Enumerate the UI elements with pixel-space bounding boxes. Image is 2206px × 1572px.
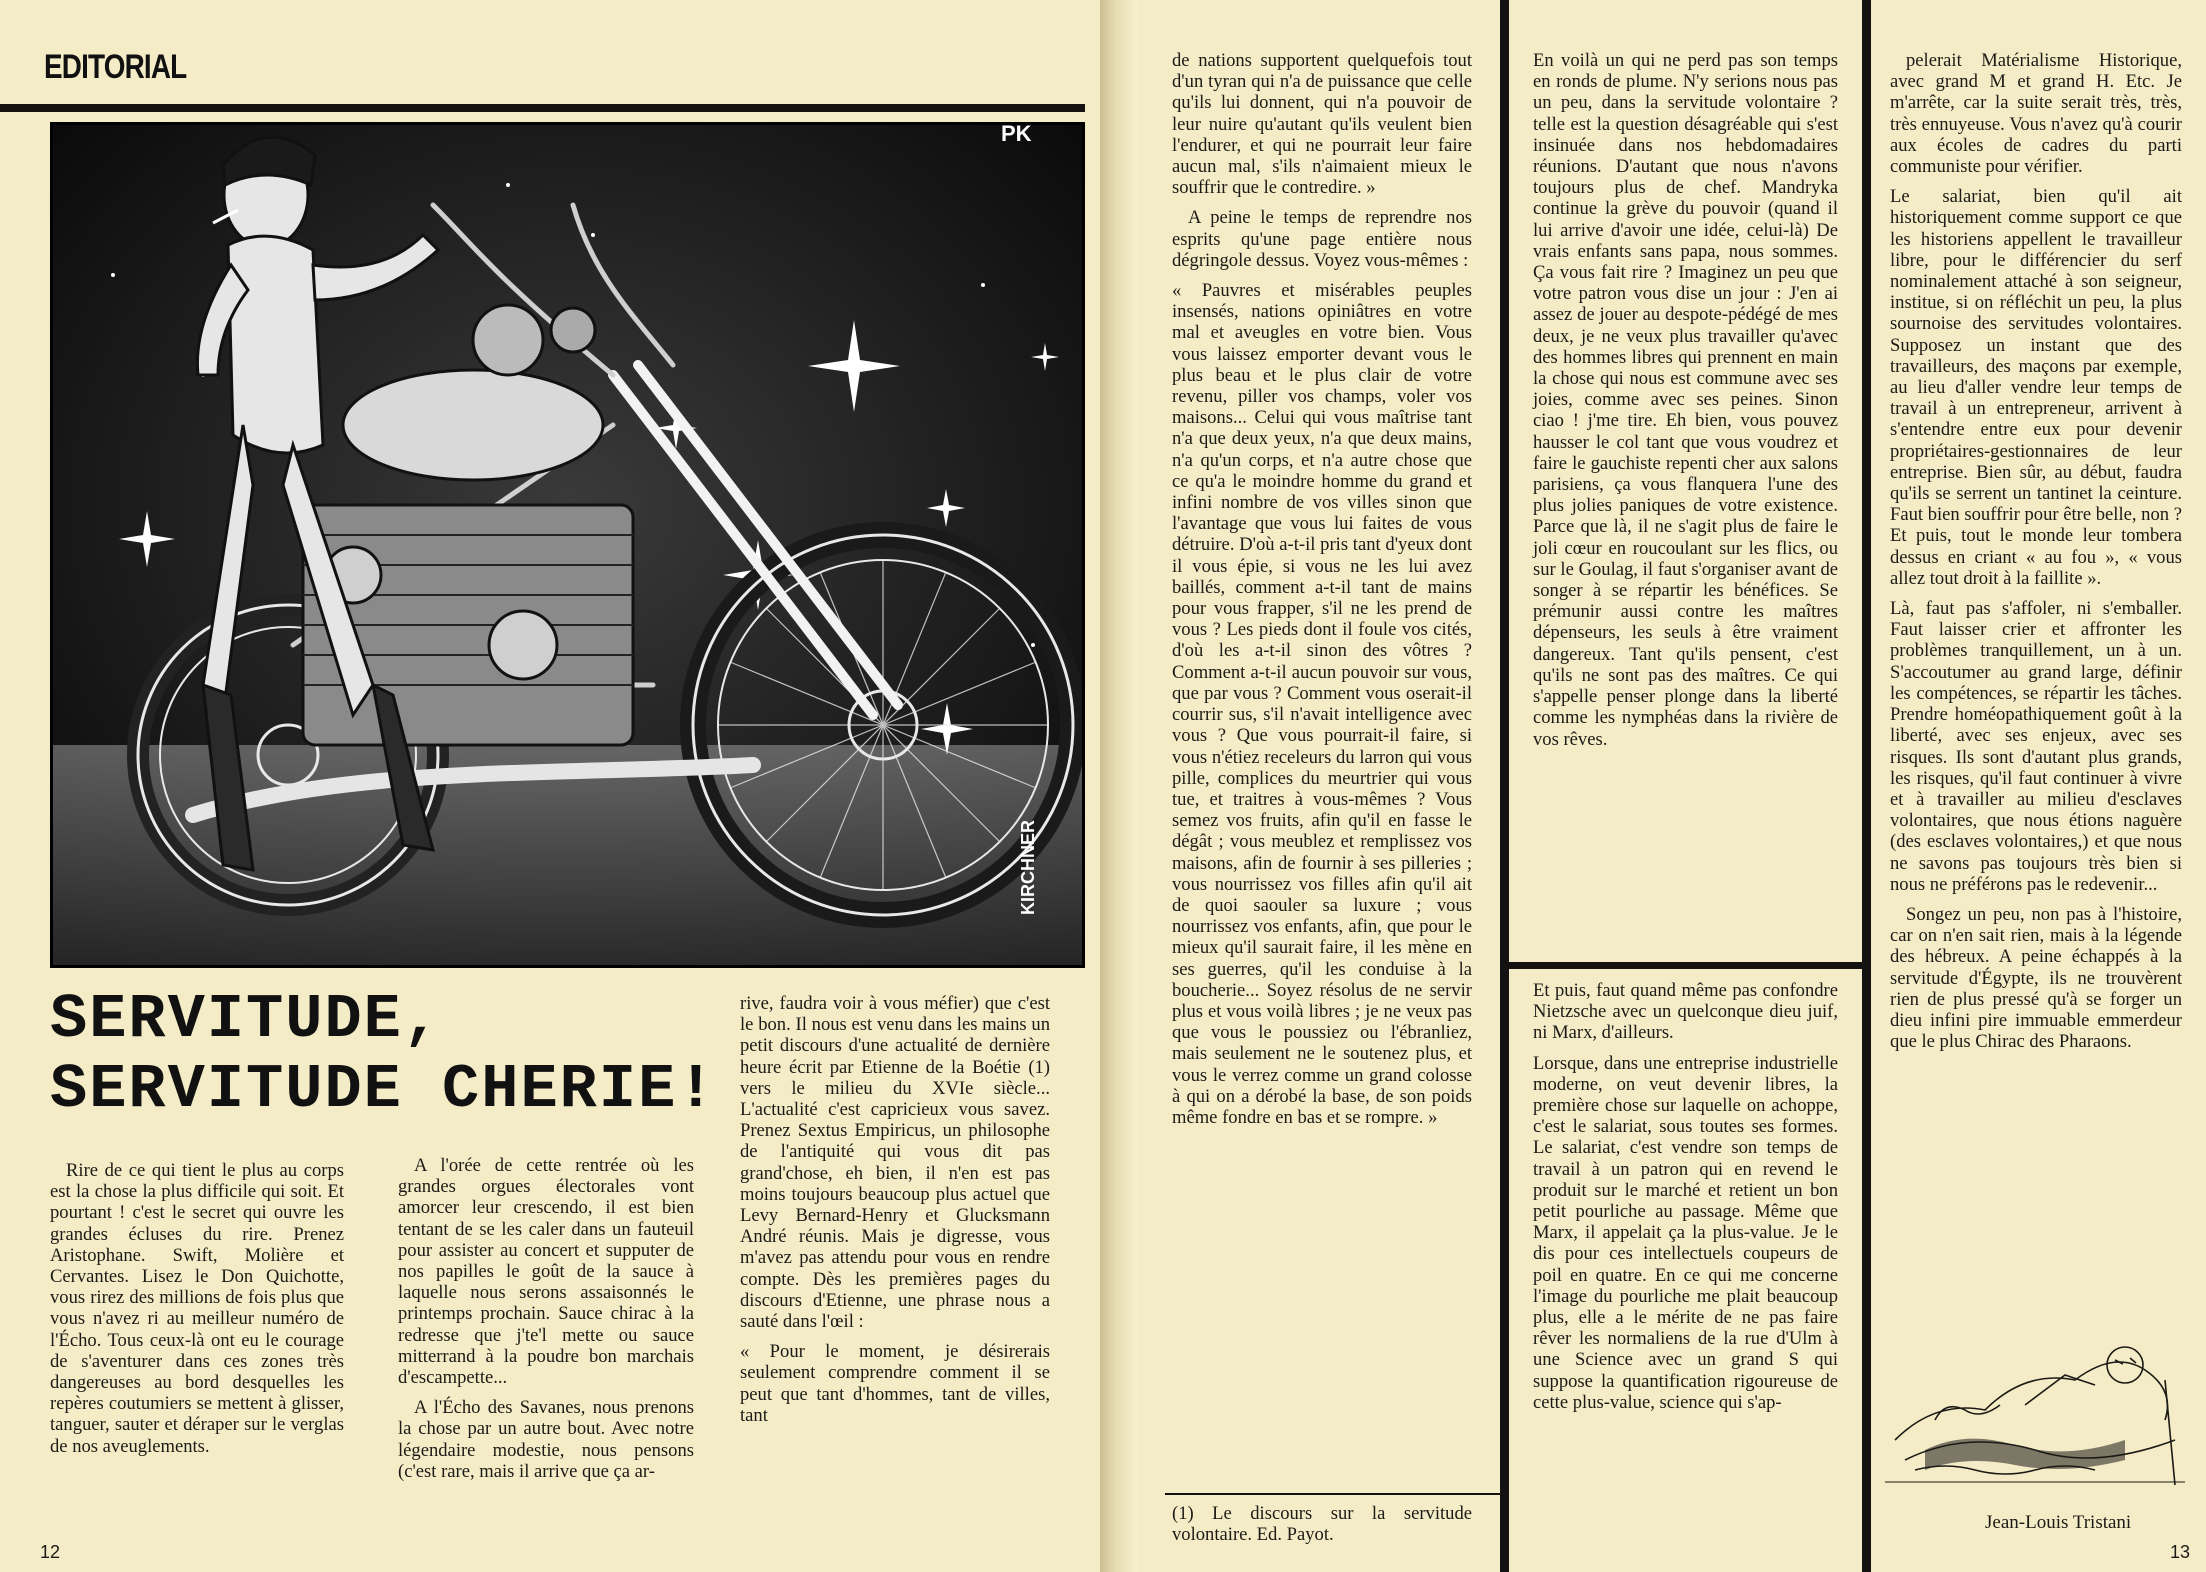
column-rule bbox=[1862, 0, 1871, 1572]
signature-kirchner: KIRCHNER bbox=[1018, 819, 1038, 915]
paragraph: « Pauvres et misérables peuples insensés, nations opiniâtres en votre mal et aveugles en votre bien. Vous vous laissez emporter devant vous le plus beau et le plus clair de votre revenu, piller vos champs, voler vos maisons... Celui qui vous maîtrise tant n'a que deux yeux, n'a que deux mains, n'a qu'un corps, et n'a autre chose que ce qu'a le moindre homme du grand et infini nombre de vos villes sinon que l'avantage que vous lui faites de vous détruire. D'où a-t-il pris tant d'yeux dont il vous épie, si vous ne les lui avez baillés, comment a-t-il tant de mains pour vous frapper, s'il ne les prend de vous ? Les pieds dont il foule vos cités, d'où les a-t-il sinon des vôtres ? Comment a-t-il aucun pouvoir sur vous, que par vous ? Comment vous oserait-il courrir sus, s'il n'avait intelligence avec vous ? Que vous pourrait-il faire, si vous n'étiez receleurs du larron qui vous pille, complices du meurtrier qui vous tue, et traitres à vous-mêmes ? Vous semez vos fruits, afin qu'il en fasse le dégât ; vous meublez et remplissez vos maisons, afin de fournir à ses pilleries ; vous nourrissez vos filles afin qu'il ait de quoi saouler sa luxure ; vous nourrissez vos enfants, afin, que pour le mieux qu'il saurait faire, il les mène en ses guerres, qu'il les conduise à la boucherie... Soyez résolus de ne servir plus et vous voilà libres ; je ne veux pas que vous le poussiez ou l'ébranliez, mais seulement ne le soutenez plus, et vous le verrez comme un grand colosse à qui on a dérobé la base, de son poids même fondre en bas et se rompre. » bbox=[1172, 280, 1472, 1128]
paragraph: Là, faut pas s'affoler, ni s'emballer. Faut laisser crier et affronter les problèmes tranquillement, un à un. S'accoutumer au grand large, définir les compétences, se répartir les tâches. Prendre homéopathiquement goût à la liberté, avec ses enjeux, avec ses risques. Ils sont d'autant plus grands, les risques, qu'il faut continuer à vivre et à travailler au milieu d'esclaves volontaires, que nous étions naguère (des esclaves volontaires,) et que nous ne savons pas toujours très bien si nous ne préférons pas le redevenir... bbox=[1890, 598, 2182, 895]
right-column-3 bbox=[1890, 50, 2182, 1061]
left-column-3 bbox=[740, 993, 1050, 1435]
paragraph: rive, faudra voir à vous méfier) que c'est le bon. Il nous est venu dans les mains un petit discours d'une actualité de dernière heure écrit par Etienne de la Boétie (1) vers le milieu du XVIe siècle... L'actualité c'est capricieux vous savez. Prenez Sextus Empiricus, un philosophe de l'antiquité qui vous dit pas grand'chose, eh bien, il n'en est pas moins toujours beaucoup plus actuel que Levy Bernard-Henry et Glucksmann André réunis. Mais je digresse, vous m'avez pas attendu pour vous en rendre compte. Dès les premières pages du discours d'Etienne, une phrase nous a sauté dans l'œil : bbox=[740, 993, 1050, 1333]
left-column-2 bbox=[398, 1155, 694, 1491]
paragraph: de nations supportent quelquefois tout d'un tyran qui n'a de puissance que celle qu'ils lui donnent, qui n'a pouvoir de leur nuire qu'autant qu'ils veulent bien l'endurer, et qui ne pourrait leur faire aucun mal, s'ils n'aimaient mieux le souffrir que le contredire. » bbox=[1172, 50, 1472, 199]
paragraph: Songez un peu, non pas à l'histoire, car on n'en sait rien, mais à la légende des hébreux. A peine échappés à la servitude d'Égypte, ils ne trouvèrent rien de plus pressé qu'à se forger un dieu infini pire immuable emmerdeur que le plus Chirac des Pharaons. bbox=[1890, 903, 2182, 1053]
paragraph: « Pour le moment, je désirerais seulement comprendre comment il se peut que tant d'hommes, tant de villes, tant bbox=[740, 1341, 1050, 1426]
right-column-1 bbox=[1172, 50, 1472, 1137]
header-rule bbox=[0, 104, 1085, 112]
headline-line-2: SERVITUDE CHERIE! bbox=[50, 1054, 717, 1125]
page-number-right: 13 bbox=[2170, 1542, 2191, 1562]
page-number-left: 12 bbox=[40, 1542, 61, 1562]
paragraph: En voilà un qui ne perd pas son temps en ronds de plume. N'y serions nous pas un peu, dans la servitude volontaire ? telle est la question désagréable qui s'est insinuée dans nos hebdomadaires réunions. D'autant que nous n'avons toujours plus de chef. Mandryka continue la grève du pouvoir (quand il lui arrive d'avoir une idée, celui-là) De vrais enfants sans papa, nous sommes. Ça vous fait rire ? Imaginez un peu que votre patron vous dise un jour : J'en ai assez de jouer au despote-pédégé de mes deux, je ne veux plus travailler qu'avec des hommes libres qui prennent en main la chose qui nous est commune avec ses joies, comme avec ses peines. Sinon ciao ! j'me tire. Eh bien, vous pouvez hausser le col tant que vous voudrez et faire le gauchiste repenti cher aux salons parisiens, ça vous flanquera l'une des plus jolies paniques de votre existence. Parce que là, il ne s'agit plus de faire le joli cœur en roucoulant sur les flics, ou sur le Goulag, il faut s'organiser avant de songer à se répartir les bénéfices. Se prémunir aussi contre les maîtres dépenseurs, les seuls à être vraiment dangereux. Tant qu'ils pensent, c'est qu'ils ne sont pas des maîtres. Ce qui s'appelle penser plonge dans la liberté comme les nymphéas dans la rivière de vos rêves. bbox=[1533, 50, 1838, 750]
footnote: (1) Le discours sur la servitude volontaire. Ed. Payot. bbox=[1172, 1503, 1472, 1546]
headline-line-1: SERVITUDE, bbox=[50, 984, 443, 1055]
illustration-drawing bbox=[53, 125, 1085, 968]
paragraph: Le salariat, bien qu'il ait historiquement comme support ce que les historiens appellent le travailleur libre, pour le différencier du serf nominalement attaché à son seigneur, institue, si on réfléchit un peu, la plus sournoise des servitudes volontaires. Supposez un instant que des travailleurs, des maçons par exemple, au lieu d'aller vendre leur temps de travail à un entrepreneur, arrivent à s'entendre entre eux pour devenir propriétaires-gestionnaires de leur entreprise. Bien sûr, au début, faudra qu'ils se serrent un tantinet la ceinture. Faut bien souffrir pour être belle, non ? Et puis, tout le monde leur tombera dessus en criant « au fou », « vous allez tout droit à la faillite ». bbox=[1890, 186, 2182, 589]
author-name: Jean-Louis Tristani bbox=[1985, 1512, 2132, 1533]
paragraph: Rire de ce qui tient le plus au corps est la chose la plus difficile qui soit. Et pourtant ! c'est le secret qui ouvre les grandes écluses du rire. Prenez Aristophane. Swift, Molière et Cervantes. Lisez le Don Quichotte, vous rirez des millions de fois plus que vous n'avez ri au meilleur numéro de l'Écho. Tous ceux-là ont eu le courage de s'aventurer dans ces zones très dangereuses au bord desquelles les repères coutumiers se mettent à glisser, tanguer, sauter et déraper sur le verglas de nos aveuglements. bbox=[50, 1160, 344, 1457]
paragraph: A l'Écho des Savanes, nous prenons la chose par un autre bout. Avec notre légendaire modestie, nous pensons (c'est rare, mais il arrive que ça ar- bbox=[398, 1397, 694, 1482]
section-label: EDITORIAL bbox=[44, 48, 187, 86]
column-rule bbox=[1500, 0, 1509, 1572]
footnote-rule bbox=[1165, 1493, 1500, 1495]
right-column-2-top bbox=[1533, 50, 1838, 759]
paragraph: pelerait Matérialisme Historique, avec grand M et grand H. Etc. Je m'arrête, car la suite serait très, très, très ennuyeuse. Vous n'avez qu'à courir aux écoles de cadres du parti communiste pour vérifier. bbox=[1890, 50, 2182, 178]
paragraph: Et puis, faut quand même pas confondre Nietzsche avec un quelconque dieu juif, ni Marx, d'ailleurs. bbox=[1533, 980, 1838, 1044]
article-headline bbox=[50, 985, 717, 1125]
paragraph: A peine le temps de reprendre nos esprits qu'une page entière nous dégringole dessus. Voyez vous-mêmes : bbox=[1172, 207, 1472, 271]
left-column-1 bbox=[50, 1160, 344, 1466]
section-rule bbox=[1508, 962, 1863, 969]
illustration-motorcycle-rider bbox=[50, 122, 1085, 968]
right-column-2-bottom bbox=[1533, 980, 1838, 1422]
sketch-illustration bbox=[1875, 1310, 2195, 1500]
page-gutter bbox=[1100, 0, 1138, 1572]
paragraph: A l'orée de cette rentrée où les grandes orgues électorales vont amorcer leur crescendo, il est bien tentant de se les caler dans un fauteuil pour assister au concert et supputer de nos papilles le goût de la sauce à laquelle nous serons assaisonnés le printemps prochain. Sauce chirac à la redresse que j'te'l mette ou sauce mitterrand à la poudre bon marchais d'escampette... bbox=[398, 1155, 694, 1389]
paragraph: Lorsque, dans une entreprise industrielle moderne, on veut devenir libres, la première chose sur laquelle on achoppe, c'est le salariat, sous toutes ses formes. Le salariat, c'est vendre son temps de travail à un patron qui en revend le produit sur le marché et retient un bon petit pourliche au passage. Même que Marx, il appelait ça la plus-value. Je le dis pour ces intellectuels coupeurs de poil en quatre. En ce qui me concerne l'image du pourliche me plait beaucoup plus, elle a le mérite de ne pas faire rêver les normaliens de la rue d'Ulm à une Science avec un grand S qui suppose la quantification rigoureuse de cette plus-value, science qui s'ap- bbox=[1533, 1052, 1838, 1413]
signature-pk: PK bbox=[1001, 122, 1032, 146]
